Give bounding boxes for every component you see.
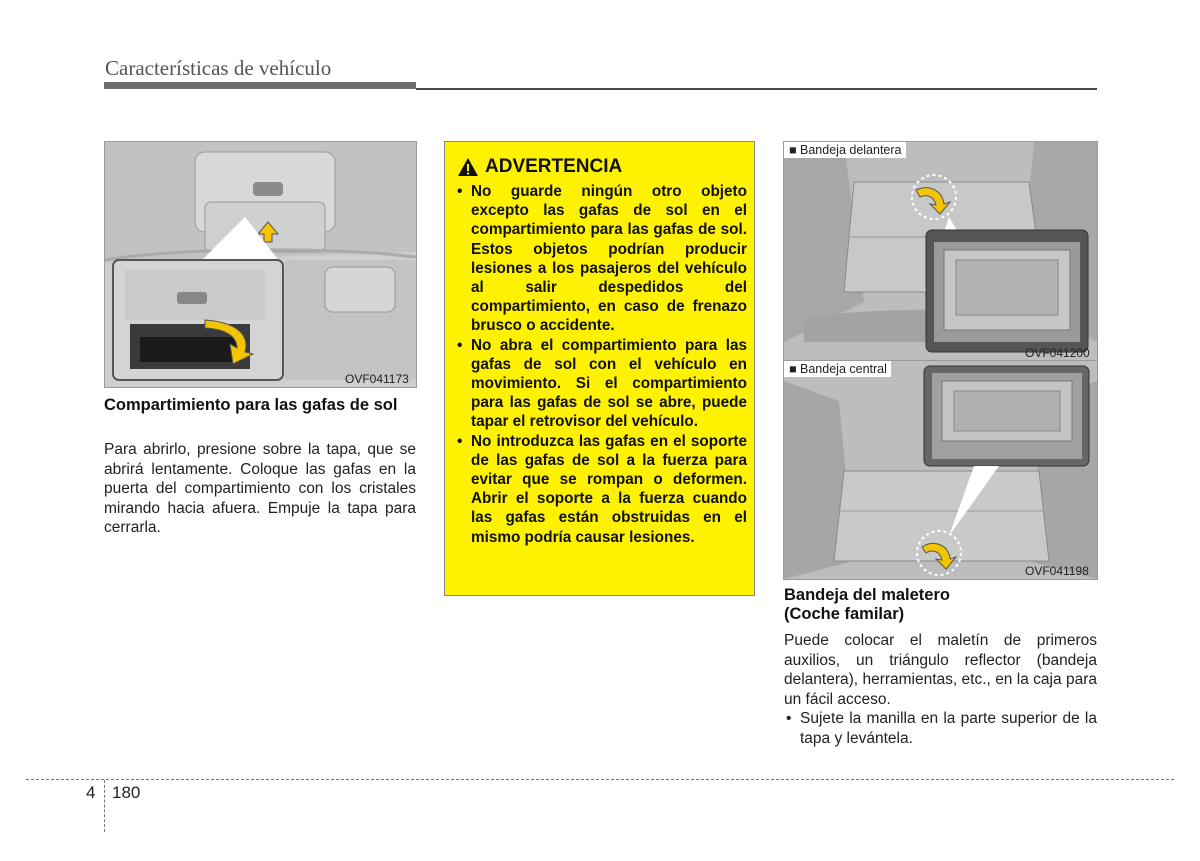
cargo-tray-bullet: • Sujete la manilla en la parte superior de la tapa y levántela. xyxy=(784,709,1097,748)
front-tray-illustration xyxy=(784,142,1097,361)
figure-code-left: OVF041173 xyxy=(345,372,409,386)
footer-vertical-rule xyxy=(104,780,105,832)
cargo-tray-body: Puede colocar el maletín de primeros auxilios, un triángulo reflector (bandeja delantera), herramientas, etc., en la caja para un fácil acceso. xyxy=(784,632,1097,708)
header-rule-thick xyxy=(104,82,416,89)
warning-triangle-icon xyxy=(457,157,479,177)
center-tray-tag: ■ Bandeja central xyxy=(784,361,891,377)
warning-item: • No abra el compartimiento para las gafas de sol con el vehículo en movimiento. Si el compartimiento para las gafas de sol se abre, puede tapar el retrovisor del vehículo. xyxy=(455,336,747,432)
warning-item: • No introduzca las gafas en el soporte de las gafas de sol a la fuerza para evitar que se rompan o deformen. Abrir el soporte a la fuerza cuando las gafas están obstruidas en el mismo podría causar lesiones. xyxy=(455,432,747,547)
center-tray-photo xyxy=(783,360,1098,580)
figure-code-right-2: OVF041198 xyxy=(1025,564,1089,578)
warning-header xyxy=(457,156,622,178)
header-rule-thin xyxy=(416,88,1097,90)
front-tray-photo xyxy=(783,141,1098,362)
page-number: 180 xyxy=(112,783,141,802)
warning-list xyxy=(455,182,747,547)
front-tray-tag: ■ Bandeja delantera xyxy=(784,142,906,158)
warning-item: • No guarde ningún otro objeto excepto las gafas de sol en el compartimiento para las gafas de sol. Estos objetos podrían producir lesiones a los pasajeros del vehículo al salir despedidos del compartimiento, en caso de frenazo brusco o accidente. xyxy=(455,182,747,336)
cargo-tray-title-line2: (Coche familar) xyxy=(784,605,905,623)
page-header-title: Características de vehículo xyxy=(105,56,332,80)
cargo-tray-title-line1: Bandeja del maletero xyxy=(784,586,950,604)
chapter-number: 4 xyxy=(86,783,96,802)
warning-box xyxy=(444,141,755,596)
footer-dotted-rule xyxy=(26,779,1174,780)
sunglass-section-body: Para abrirlo, presione sobre la tapa, que se abrirá lentamente. Coloque las gafas en la puerta del compartimiento con los cristales mirando hacia afuera. Empuje la tapa para cerrarla. xyxy=(104,441,416,536)
warning-title: ADVERTENCIA xyxy=(485,156,623,177)
sunglass-holder-illustration xyxy=(105,142,416,387)
sunglass-section-title: Compartimiento para las gafas de sol xyxy=(104,396,398,414)
sunglass-holder-photo xyxy=(104,141,417,388)
figure-code-right-1: OVF041200 xyxy=(1025,346,1090,360)
cargo-tray-title xyxy=(784,586,1097,624)
center-tray-illustration xyxy=(784,361,1097,579)
